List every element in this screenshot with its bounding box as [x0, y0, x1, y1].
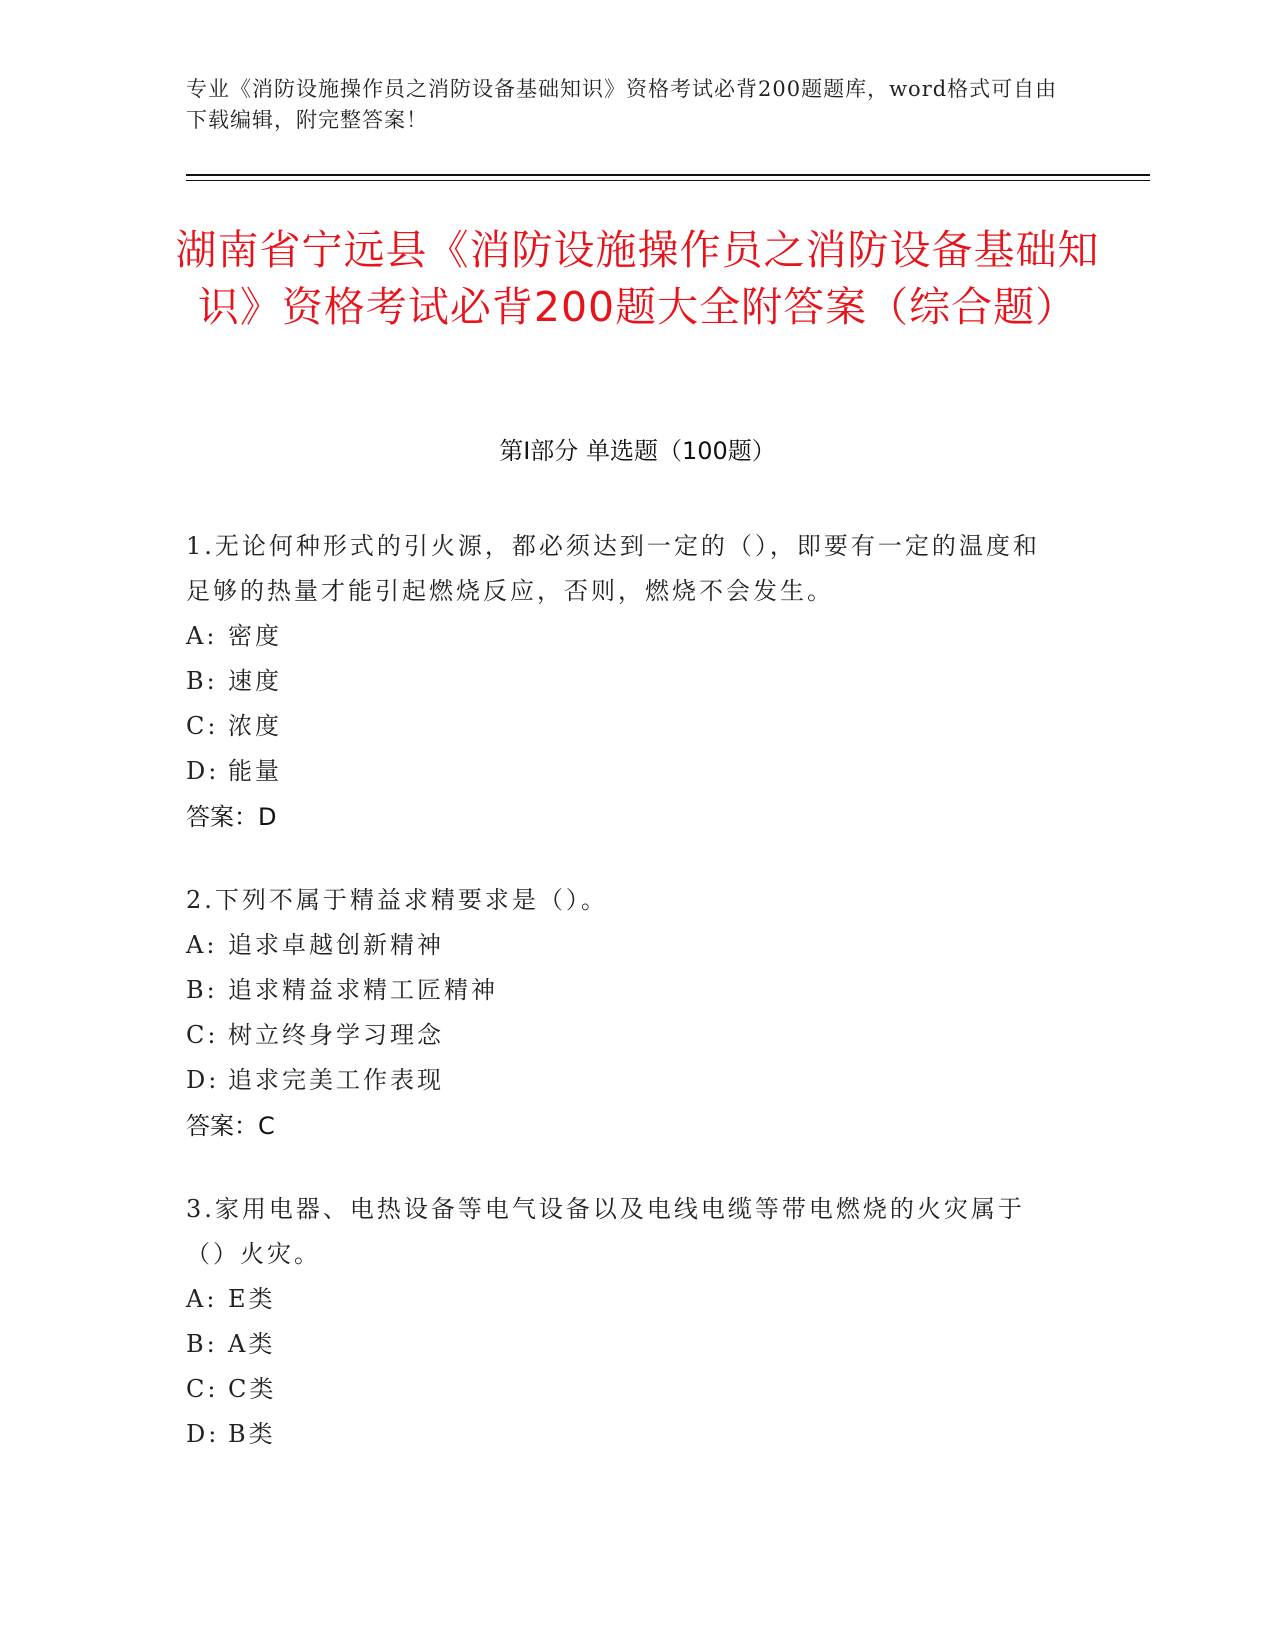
option-c — [186, 704, 1066, 749]
option-letter: B: — [186, 1330, 218, 1358]
header-rule-thick — [186, 174, 1150, 176]
question-stem: 1.无论何种形式的引火源，都必须达到一定的（），即要有一定的温度和足够的热量才能引起燃烧反应，否则，燃烧不会发生。 — [186, 532, 1040, 605]
question-item — [186, 1187, 1066, 1457]
option-a — [186, 1277, 1066, 1322]
option-text: 浓度 — [228, 712, 282, 740]
option-b — [186, 1322, 1066, 1367]
option-text: E类 — [228, 1285, 276, 1313]
question-list — [186, 524, 1066, 1495]
option-d — [186, 1412, 1066, 1457]
option-text: 追求精益求精工匠精神 — [228, 976, 498, 1004]
answer-line: 答案：C — [186, 1112, 275, 1140]
question-stem: 2.下列不属于精益求精要求是（）。 — [186, 886, 608, 914]
option-d — [186, 749, 1066, 794]
question-stem: 3.家用电器、电热设备等电气设备以及电线电缆等带电燃烧的火灾属于（）火灾。 — [186, 1195, 1025, 1268]
header-note: 专业《消防设施操作员之消防设备基础知识》资格考试必背200题题库，word格式可自由下载编辑，附完整答案！ — [186, 77, 1058, 132]
option-text: 树立终身学习理念 — [228, 1021, 444, 1049]
option-letter: C: — [186, 1021, 219, 1049]
option-text: 密度 — [228, 622, 282, 650]
option-letter: D: — [186, 757, 220, 785]
option-letter: D: — [186, 1066, 220, 1094]
option-d — [186, 1058, 1066, 1103]
option-b — [186, 659, 1066, 704]
option-a — [186, 614, 1066, 659]
option-letter: A: — [186, 931, 218, 959]
option-letter: A: — [186, 1285, 218, 1313]
option-text: B类 — [228, 1420, 276, 1448]
document-title: 湖南省宁远县《消防设施操作员之消防设备基础知识》资格考试必背200题大全附答案（综合题） — [175, 226, 1100, 331]
answer-line: 答案：D — [186, 803, 277, 831]
option-letter: B: — [186, 667, 218, 695]
option-text: A类 — [228, 1330, 276, 1358]
option-b — [186, 968, 1066, 1013]
question-item — [186, 524, 1066, 840]
option-letter: C: — [186, 712, 219, 740]
header-rule-thin — [186, 180, 1150, 181]
option-letter: D: — [186, 1420, 220, 1448]
option-text: 速度 — [228, 667, 282, 695]
option-c — [186, 1367, 1066, 1412]
option-c — [186, 1013, 1066, 1058]
option-text: 追求完美工作表现 — [228, 1066, 444, 1094]
section-heading: 第I部分 单选题（100题） — [499, 437, 776, 465]
option-text: 能量 — [228, 757, 282, 785]
question-item — [186, 878, 1066, 1149]
option-letter: C: — [186, 1375, 219, 1403]
option-letter: A: — [186, 622, 218, 650]
option-a — [186, 923, 1066, 968]
option-text: C类 — [228, 1375, 277, 1403]
option-text: 追求卓越创新精神 — [228, 931, 444, 959]
option-letter: B: — [186, 976, 218, 1004]
